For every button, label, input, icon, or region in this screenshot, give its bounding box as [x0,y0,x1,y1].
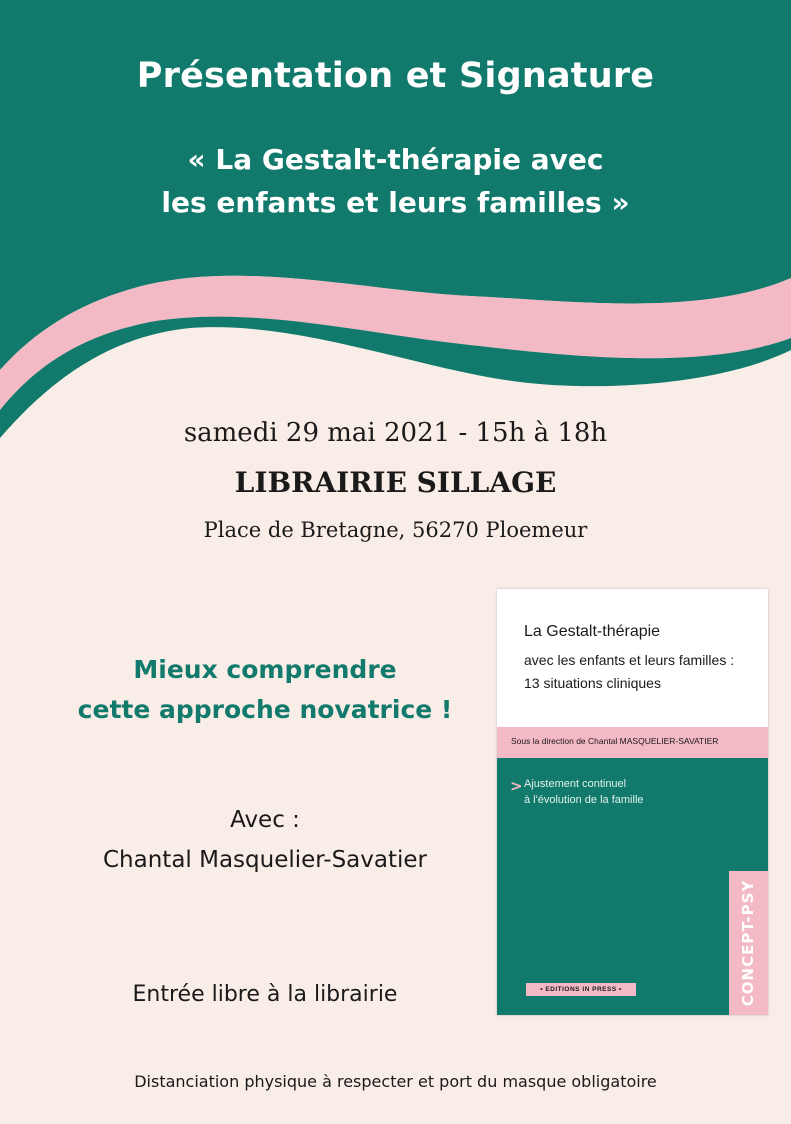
event-venue: LIBRAIRIE SILLAGE [234,466,557,499]
book-quote-title [0,138,791,224]
event-address: Place de Bretagne, 56270 Ploemeur [203,518,588,542]
book-director: Sous la direction de Chantal MASQUELIER-SAVATIER [511,736,719,746]
author-block [20,800,510,880]
book-title: La Gestalt-thérapie [524,623,661,640]
book-collection-band [729,871,768,1015]
entry-notice: Entrée libre à la librairie [132,982,398,1007]
author-name: Chantal Masquelier-Savatier [103,847,427,873]
book-publisher: • EDITIONS IN PRESS • [526,983,636,996]
event-date: samedi 29 mai 2021 - 15h à 18h [183,418,608,448]
page-title: Présentation et Signature [136,56,655,96]
book-collection: CONCEPT-PSY [739,879,757,1007]
subtitle-line-1: « La Gestalt-thérapie avec [187,143,604,176]
book-subtitle-line-2: 13 situations cliniques [524,675,661,691]
tagline-line-2: cette approche novatrice ! [77,695,453,724]
book-tagline-line-1: Ajustement continuel [524,778,627,790]
book-tagline-line-2: à l'évolution de la famille [524,794,644,806]
chevron-right-icon: > [510,777,523,795]
book-cover-top [497,589,768,727]
tagline-line-1: Mieux comprendre [133,655,397,684]
book-subtitle-line-1: avec les enfants et leurs familles : [524,652,735,668]
book-director-band [497,727,768,758]
tagline [30,650,500,730]
author-prefix: Avec : [230,807,300,833]
subtitle-line-2: les enfants et leurs familles » [161,186,630,219]
footer-notice: Distanciation physique à respecter et port du masque obligatoire [134,1072,657,1091]
book-cover [497,589,768,1015]
